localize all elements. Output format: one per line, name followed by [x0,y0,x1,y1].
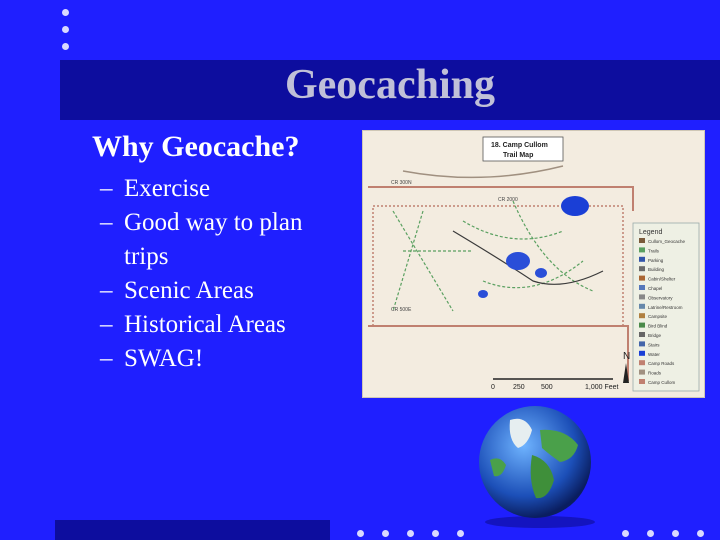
bullet-item: – Scenic Areas [100,277,254,304]
decor-dot [62,26,69,33]
legend-item-label: Bridge [648,333,662,338]
north-label: N [623,351,631,362]
legend-swatch [639,313,645,318]
decor-dot [622,530,629,537]
legend-item-label: Building [648,267,665,273]
legend-item-label: Parking [648,257,664,263]
road-label: CR 2000 [498,197,518,203]
globe-image [470,400,600,530]
legend-swatch [639,360,645,365]
legend-item-label: Roads [648,370,662,376]
map-title-line2: Trail Map [503,152,534,159]
scale-label: 500 [541,384,553,391]
slide-subtitle: Why Geocache? [92,130,300,163]
decor-dot [672,530,679,537]
bullet-item: – Good way to plan trips [100,209,303,270]
bullet-item: – Exercise [100,175,211,202]
legend-item-label: Cullom_Geocache [648,239,686,244]
legend-swatch [639,351,645,356]
bullet-item: – Historical Areas [100,311,286,338]
legend-item-label: Bird Blind [648,323,668,329]
legend-swatch [639,276,645,281]
legend-item-label: Water [648,351,660,357]
decor-dot [62,43,69,50]
bottom-bar [55,520,330,540]
legend-title: Legend [639,229,663,236]
scale-label: 0 [491,384,495,391]
legend-swatch [639,294,645,299]
road-label: CR 300N [391,180,412,186]
legend-swatch [639,379,645,384]
trail-map-drawing [363,131,704,397]
road-label: CR 500E [391,307,412,313]
legend-item-label: Chapel [648,286,663,291]
legend-swatch [639,285,645,290]
legend-item-label: Stairs [648,342,660,348]
legend-item-label: Cabin/Shelter [648,276,676,282]
legend-swatch [639,323,645,328]
bullet-item: – SWAG! [100,345,204,372]
legend-item-label: Campsite [648,314,668,320]
legend-swatch [639,257,645,262]
map-title-line1: 18. Camp Cullom [491,142,548,149]
scale-label: 1,000 Feet [585,384,619,391]
decor-dot [382,530,389,537]
legend-swatch [639,341,645,346]
legend-item-label: Latrine/Restroom [648,304,683,310]
legend-swatch [639,238,645,243]
legend-swatch [639,266,645,271]
slide-title: Geocaching [285,62,495,108]
legend-swatch [639,332,645,337]
legend-swatch [639,247,645,252]
decor-dot [432,530,439,537]
decor-dot [407,530,414,537]
scale-label: 250 [513,384,525,391]
legend-item-label: Camp Cullom [648,380,676,385]
decor-dot [647,530,654,537]
decor-dot [697,530,704,537]
legend-item-label: Camp Roads [648,361,675,367]
legend-swatch [639,304,645,309]
bullet-list [100,172,350,376]
decor-dot [62,9,69,16]
legend-item-label: Trails [648,248,659,254]
legend-swatch [639,370,645,375]
trail-map-image [362,130,705,398]
decor-dot [457,530,464,537]
decor-dot [357,530,364,537]
legend-item-label: Observatory [648,295,673,301]
